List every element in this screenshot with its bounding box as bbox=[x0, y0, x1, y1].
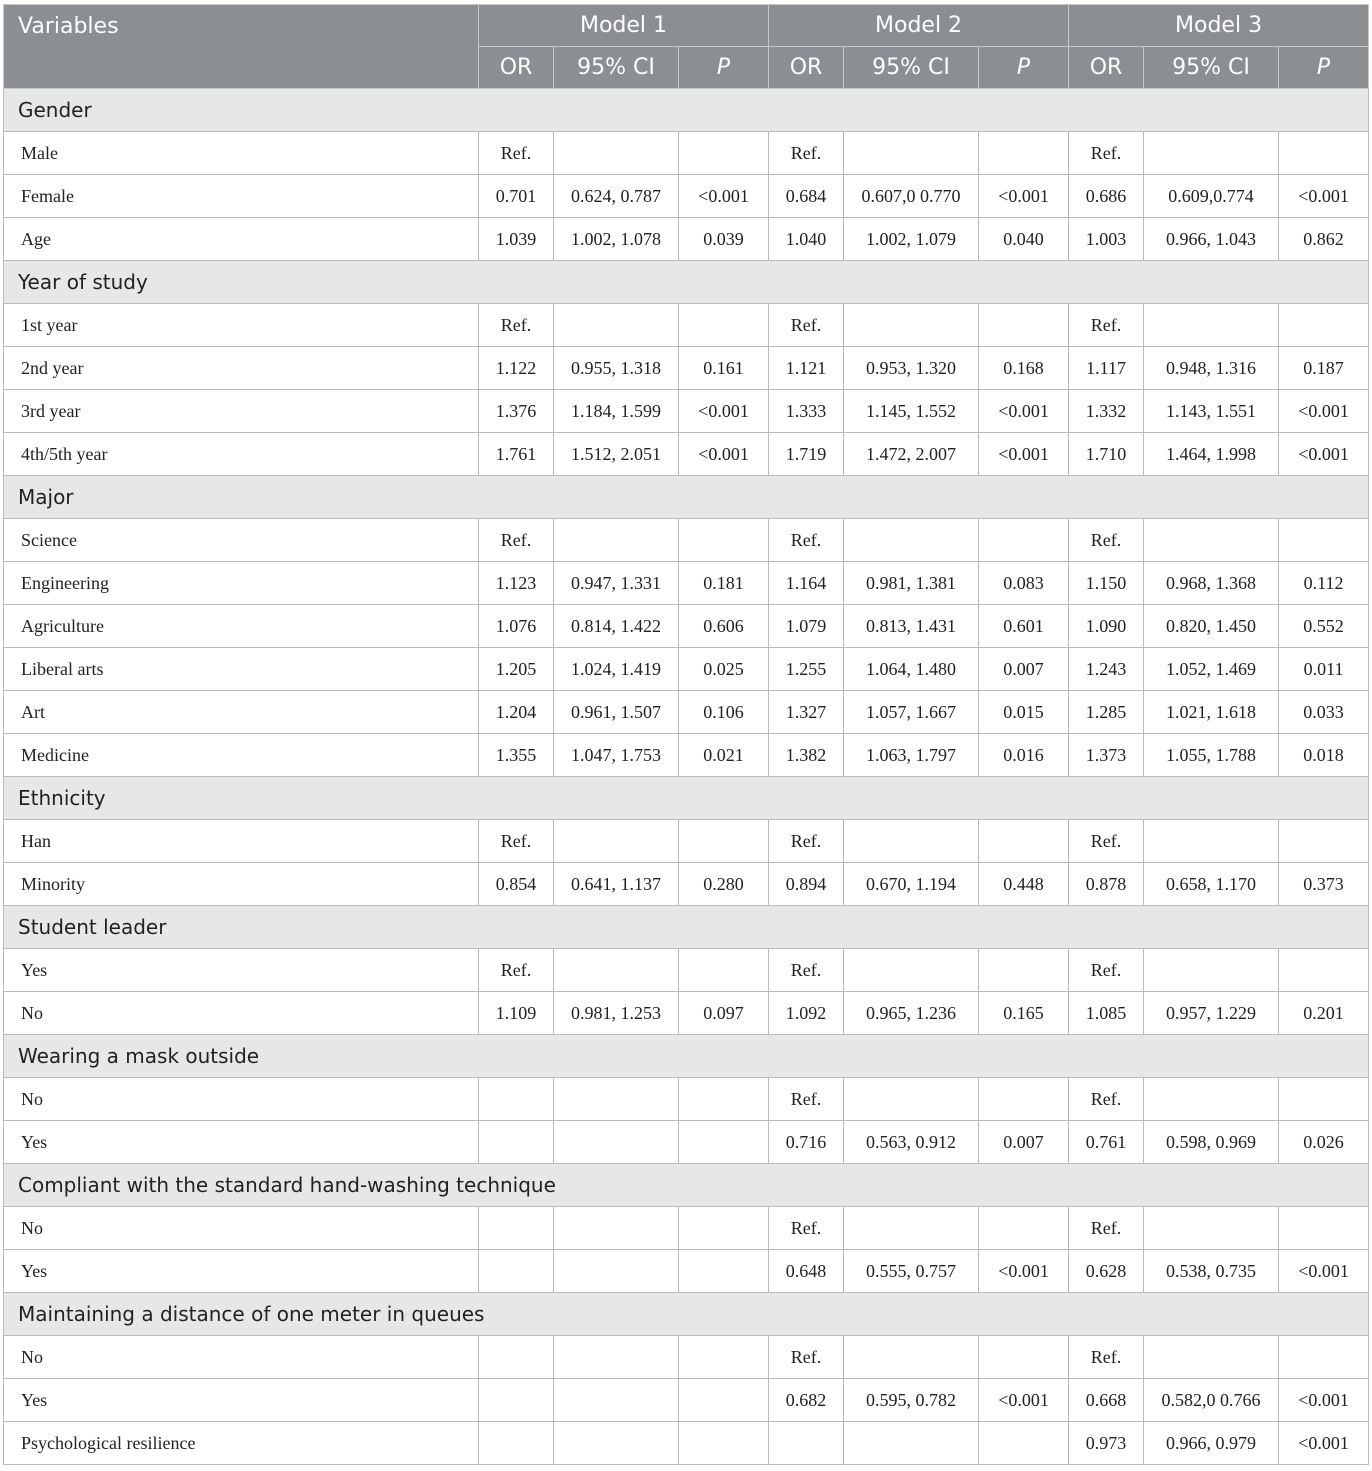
table-cell bbox=[554, 1336, 679, 1379]
table-cell: 0.966, 1.043 bbox=[1144, 218, 1279, 261]
table-cell: <0.001 bbox=[1279, 1250, 1369, 1293]
table-cell bbox=[479, 1336, 554, 1379]
table-cell: 1.472, 2.007 bbox=[844, 433, 979, 476]
row-label: No bbox=[4, 992, 479, 1035]
table-cell bbox=[679, 1379, 769, 1422]
table-cell bbox=[679, 519, 769, 562]
table-cell: Ref. bbox=[1069, 949, 1144, 992]
table-row bbox=[4, 1336, 1369, 1379]
table-cell bbox=[979, 519, 1069, 562]
p-header: P bbox=[979, 47, 1069, 89]
table-cell: 0.181 bbox=[679, 562, 769, 605]
row-label: 1st year bbox=[4, 304, 479, 347]
table-cell bbox=[979, 132, 1069, 175]
table-row bbox=[4, 132, 1369, 175]
table-cell bbox=[1279, 1078, 1369, 1121]
row-label: Psychological resilience bbox=[4, 1422, 479, 1465]
or-header: OR bbox=[1069, 47, 1144, 89]
table-cell: 1.761 bbox=[479, 433, 554, 476]
table-cell: 1.122 bbox=[479, 347, 554, 390]
section-row bbox=[4, 906, 1369, 949]
table-cell bbox=[979, 1207, 1069, 1250]
table-cell: Ref. bbox=[769, 1336, 844, 1379]
table-row bbox=[4, 390, 1369, 433]
section-row bbox=[4, 777, 1369, 820]
table-cell: <0.001 bbox=[679, 433, 769, 476]
table-cell bbox=[554, 1422, 679, 1465]
row-label: Male bbox=[4, 132, 479, 175]
row-label: Yes bbox=[4, 1250, 479, 1293]
table-cell: 0.280 bbox=[679, 863, 769, 906]
table-cell bbox=[679, 1422, 769, 1465]
table-cell bbox=[979, 820, 1069, 863]
table-cell: 1.333 bbox=[769, 390, 844, 433]
table-cell: 1.076 bbox=[479, 605, 554, 648]
table-cell: 0.040 bbox=[979, 218, 1069, 261]
table-cell bbox=[479, 1422, 554, 1465]
table-row bbox=[4, 605, 1369, 648]
table-row bbox=[4, 519, 1369, 562]
table-cell: Ref. bbox=[479, 132, 554, 175]
row-label: No bbox=[4, 1336, 479, 1379]
table-cell: 1.002, 1.078 bbox=[554, 218, 679, 261]
table-cell: 0.168 bbox=[979, 347, 1069, 390]
table-cell: 1.332 bbox=[1069, 390, 1144, 433]
table-cell bbox=[679, 820, 769, 863]
table-row bbox=[4, 1207, 1369, 1250]
table-cell: 0.686 bbox=[1069, 175, 1144, 218]
row-label: Minority bbox=[4, 863, 479, 906]
row-label: No bbox=[4, 1078, 479, 1121]
table-row bbox=[4, 433, 1369, 476]
table-cell: 1.143, 1.551 bbox=[1144, 390, 1279, 433]
table-cell: <0.001 bbox=[979, 1250, 1069, 1293]
table-cell: 0.878 bbox=[1069, 863, 1144, 906]
table-cell bbox=[679, 304, 769, 347]
model-2-header: Model 2 bbox=[769, 5, 1069, 47]
table-cell: 0.973 bbox=[1069, 1422, 1144, 1465]
table-cell: 0.039 bbox=[679, 218, 769, 261]
table-cell: 0.641, 1.137 bbox=[554, 863, 679, 906]
table-cell: 0.555, 0.757 bbox=[844, 1250, 979, 1293]
table-cell: 0.373 bbox=[1279, 863, 1369, 906]
table-cell: 1.121 bbox=[769, 347, 844, 390]
table-cell: 1.204 bbox=[479, 691, 554, 734]
table-cell: 1.376 bbox=[479, 390, 554, 433]
table-cell: 1.243 bbox=[1069, 648, 1144, 691]
table-cell bbox=[844, 1336, 979, 1379]
table-cell: <0.001 bbox=[679, 390, 769, 433]
table-cell: 0.448 bbox=[979, 863, 1069, 906]
table-cell: 0.097 bbox=[679, 992, 769, 1035]
table-cell: 0.598, 0.969 bbox=[1144, 1121, 1279, 1164]
row-label: Liberal arts bbox=[4, 648, 479, 691]
table-cell bbox=[554, 949, 679, 992]
table-cell: 1.205 bbox=[479, 648, 554, 691]
table-cell bbox=[844, 519, 979, 562]
table-cell: 1.184, 1.599 bbox=[554, 390, 679, 433]
table-cell: <0.001 bbox=[1279, 1422, 1369, 1465]
p-header: P bbox=[679, 47, 769, 89]
table-cell: 0.701 bbox=[479, 175, 554, 218]
table-cell bbox=[1279, 949, 1369, 992]
table-cell bbox=[1279, 1336, 1369, 1379]
section-row bbox=[4, 1035, 1369, 1078]
table-cell: 1.117 bbox=[1069, 347, 1144, 390]
table-cell bbox=[1279, 519, 1369, 562]
table-cell bbox=[979, 1422, 1069, 1465]
section-row bbox=[4, 476, 1369, 519]
table-cell: 0.947, 1.331 bbox=[554, 562, 679, 605]
table-cell: Ref. bbox=[769, 1078, 844, 1121]
row-label: 3rd year bbox=[4, 390, 479, 433]
table-body bbox=[4, 89, 1369, 1465]
table-cell: 1.039 bbox=[479, 218, 554, 261]
table-cell: 1.123 bbox=[479, 562, 554, 605]
table-cell: 1.145, 1.552 bbox=[844, 390, 979, 433]
table-cell: Ref. bbox=[1069, 1207, 1144, 1250]
table-cell bbox=[1144, 1078, 1279, 1121]
section-label: Gender bbox=[4, 89, 1369, 132]
table-cell: 0.670, 1.194 bbox=[844, 863, 979, 906]
section-row bbox=[4, 261, 1369, 304]
table-cell: <0.001 bbox=[1279, 175, 1369, 218]
table-cell: 0.201 bbox=[1279, 992, 1369, 1035]
table-cell: 1.285 bbox=[1069, 691, 1144, 734]
table-cell: Ref. bbox=[769, 820, 844, 863]
table-cell: 1.719 bbox=[769, 433, 844, 476]
table-cell bbox=[979, 949, 1069, 992]
table-cell bbox=[844, 949, 979, 992]
row-label: 4th/5th year bbox=[4, 433, 479, 476]
table-cell bbox=[844, 1422, 979, 1465]
table-cell bbox=[479, 1207, 554, 1250]
table-cell: 1.085 bbox=[1069, 992, 1144, 1035]
table-cell: 0.648 bbox=[769, 1250, 844, 1293]
table-cell: 0.957, 1.229 bbox=[1144, 992, 1279, 1035]
table-cell bbox=[1144, 1336, 1279, 1379]
table-cell: 1.021, 1.618 bbox=[1144, 691, 1279, 734]
row-label: Engineering bbox=[4, 562, 479, 605]
table-cell: 0.606 bbox=[679, 605, 769, 648]
or-header: OR bbox=[479, 47, 554, 89]
table-cell bbox=[679, 1336, 769, 1379]
ci-header: 95% CI bbox=[1144, 47, 1279, 89]
table-cell: 1.079 bbox=[769, 605, 844, 648]
table-cell: 0.021 bbox=[679, 734, 769, 777]
table-cell: 0.968, 1.368 bbox=[1144, 562, 1279, 605]
table-row bbox=[4, 648, 1369, 691]
table-cell: 0.668 bbox=[1069, 1379, 1144, 1422]
table-cell: 0.083 bbox=[979, 562, 1069, 605]
table-cell bbox=[679, 1250, 769, 1293]
table-cell: Ref. bbox=[479, 949, 554, 992]
ci-header: 95% CI bbox=[844, 47, 979, 89]
table-cell bbox=[554, 304, 679, 347]
table-cell bbox=[554, 519, 679, 562]
table-cell: 0.862 bbox=[1279, 218, 1369, 261]
table-cell bbox=[479, 1121, 554, 1164]
table-cell: 1.024, 1.419 bbox=[554, 648, 679, 691]
table-header bbox=[4, 5, 1369, 89]
or-header: OR bbox=[769, 47, 844, 89]
table-cell: <0.001 bbox=[1279, 390, 1369, 433]
table-cell: <0.001 bbox=[979, 1379, 1069, 1422]
row-label: Yes bbox=[4, 949, 479, 992]
table-cell bbox=[844, 304, 979, 347]
table-cell: 1.090 bbox=[1069, 605, 1144, 648]
table-cell bbox=[844, 132, 979, 175]
table-cell: 0.016 bbox=[979, 734, 1069, 777]
table-cell bbox=[479, 1250, 554, 1293]
table-cell bbox=[1144, 304, 1279, 347]
table-cell bbox=[1144, 132, 1279, 175]
table-cell: 1.055, 1.788 bbox=[1144, 734, 1279, 777]
section-label: Student leader bbox=[4, 906, 1369, 949]
table-cell: 1.710 bbox=[1069, 433, 1144, 476]
ci-header: 95% CI bbox=[554, 47, 679, 89]
table-cell: 0.607,0 0.770 bbox=[844, 175, 979, 218]
table-cell: 0.894 bbox=[769, 863, 844, 906]
table-cell: 0.682 bbox=[769, 1379, 844, 1422]
table-cell bbox=[554, 1207, 679, 1250]
table-cell: Ref. bbox=[769, 949, 844, 992]
model-1-header: Model 1 bbox=[479, 5, 769, 47]
table-cell: <0.001 bbox=[1279, 433, 1369, 476]
table-row bbox=[4, 175, 1369, 218]
table-row bbox=[4, 1121, 1369, 1164]
table-cell bbox=[554, 132, 679, 175]
row-label: Agriculture bbox=[4, 605, 479, 648]
table-cell: 0.563, 0.912 bbox=[844, 1121, 979, 1164]
table-cell: 0.961, 1.507 bbox=[554, 691, 679, 734]
table-cell: 1.150 bbox=[1069, 562, 1144, 605]
table-cell bbox=[979, 304, 1069, 347]
table-row bbox=[4, 863, 1369, 906]
section-label: Compliant with the standard hand-washing technique bbox=[4, 1164, 1369, 1207]
table-row bbox=[4, 820, 1369, 863]
table-row bbox=[4, 734, 1369, 777]
table-cell bbox=[844, 1078, 979, 1121]
table-cell: 1.255 bbox=[769, 648, 844, 691]
row-label: 2nd year bbox=[4, 347, 479, 390]
table-cell bbox=[979, 1078, 1069, 1121]
table-cell: 0.854 bbox=[479, 863, 554, 906]
odds-ratio-table bbox=[3, 4, 1369, 1465]
table-cell bbox=[844, 820, 979, 863]
table-cell bbox=[554, 1250, 679, 1293]
table-row bbox=[4, 218, 1369, 261]
table-cell: 0.628 bbox=[1069, 1250, 1144, 1293]
row-label: Age bbox=[4, 218, 479, 261]
table-cell: <0.001 bbox=[979, 390, 1069, 433]
table-cell: 1.164 bbox=[769, 562, 844, 605]
table-cell: 0.609,0.774 bbox=[1144, 175, 1279, 218]
table-cell: 0.820, 1.450 bbox=[1144, 605, 1279, 648]
table-cell bbox=[1279, 304, 1369, 347]
table-row bbox=[4, 992, 1369, 1035]
table-cell bbox=[679, 132, 769, 175]
table-cell: Ref. bbox=[1069, 1078, 1144, 1121]
table-cell: Ref. bbox=[769, 132, 844, 175]
table-cell: 0.026 bbox=[1279, 1121, 1369, 1164]
table-row bbox=[4, 1379, 1369, 1422]
table-cell: 0.007 bbox=[979, 648, 1069, 691]
table-cell bbox=[844, 1207, 979, 1250]
row-label: Yes bbox=[4, 1379, 479, 1422]
model-3-header: Model 3 bbox=[1069, 5, 1369, 47]
table-cell: <0.001 bbox=[979, 175, 1069, 218]
table-cell bbox=[679, 949, 769, 992]
table-row bbox=[4, 562, 1369, 605]
p-header: P bbox=[1279, 47, 1369, 89]
row-label: Han bbox=[4, 820, 479, 863]
table-cell bbox=[1144, 820, 1279, 863]
table-cell: 1.064, 1.480 bbox=[844, 648, 979, 691]
table-row bbox=[4, 691, 1369, 734]
table-cell: Ref. bbox=[479, 304, 554, 347]
table-cell: 0.033 bbox=[1279, 691, 1369, 734]
table-cell bbox=[554, 1121, 679, 1164]
variables-header: Variables bbox=[4, 5, 479, 89]
table-cell: <0.001 bbox=[1279, 1379, 1369, 1422]
table-cell: 0.948, 1.316 bbox=[1144, 347, 1279, 390]
table-cell bbox=[479, 1379, 554, 1422]
table-cell: 0.966, 0.979 bbox=[1144, 1422, 1279, 1465]
table-cell: 0.018 bbox=[1279, 734, 1369, 777]
table-row bbox=[4, 949, 1369, 992]
table-cell: Ref. bbox=[769, 519, 844, 562]
table-cell: 0.538, 0.735 bbox=[1144, 1250, 1279, 1293]
table-cell: 0.106 bbox=[679, 691, 769, 734]
table-cell: Ref. bbox=[479, 519, 554, 562]
table-row bbox=[4, 1250, 1369, 1293]
table-cell: 0.955, 1.318 bbox=[554, 347, 679, 390]
table-cell bbox=[1144, 949, 1279, 992]
table-cell: 0.165 bbox=[979, 992, 1069, 1035]
table-cell: 0.965, 1.236 bbox=[844, 992, 979, 1035]
row-label: No bbox=[4, 1207, 479, 1250]
table-cell: 1.355 bbox=[479, 734, 554, 777]
table-cell: 0.716 bbox=[769, 1121, 844, 1164]
table-cell: Ref. bbox=[769, 304, 844, 347]
section-label: Major bbox=[4, 476, 1369, 519]
table-cell bbox=[1279, 1207, 1369, 1250]
table-cell bbox=[1279, 132, 1369, 175]
table-cell: 1.327 bbox=[769, 691, 844, 734]
section-row bbox=[4, 1164, 1369, 1207]
table-cell: <0.001 bbox=[679, 175, 769, 218]
table-cell: 0.595, 0.782 bbox=[844, 1379, 979, 1422]
table-cell: 0.658, 1.170 bbox=[1144, 863, 1279, 906]
section-label: Wearing a mask outside bbox=[4, 1035, 1369, 1078]
row-label: Female bbox=[4, 175, 479, 218]
table-cell: 0.981, 1.253 bbox=[554, 992, 679, 1035]
table-cell bbox=[769, 1422, 844, 1465]
row-label: Science bbox=[4, 519, 479, 562]
table-cell: 1.002, 1.079 bbox=[844, 218, 979, 261]
table-cell: 0.684 bbox=[769, 175, 844, 218]
table-cell: 0.112 bbox=[1279, 562, 1369, 605]
table-cell bbox=[1144, 519, 1279, 562]
table-cell: 0.813, 1.431 bbox=[844, 605, 979, 648]
table-cell: 0.552 bbox=[1279, 605, 1369, 648]
table-cell bbox=[1279, 820, 1369, 863]
table-cell: 0.981, 1.381 bbox=[844, 562, 979, 605]
table-row bbox=[4, 1422, 1369, 1465]
section-row bbox=[4, 89, 1369, 132]
table-cell: Ref. bbox=[769, 1207, 844, 1250]
section-label: Year of study bbox=[4, 261, 1369, 304]
table-cell: 1.109 bbox=[479, 992, 554, 1035]
table-row bbox=[4, 347, 1369, 390]
table-cell bbox=[479, 1078, 554, 1121]
row-label: Yes bbox=[4, 1121, 479, 1164]
table-cell: 1.092 bbox=[769, 992, 844, 1035]
table-cell: 1.464, 1.998 bbox=[1144, 433, 1279, 476]
table-cell: 1.003 bbox=[1069, 218, 1144, 261]
table-row bbox=[4, 304, 1369, 347]
table-cell: Ref. bbox=[1069, 132, 1144, 175]
table-cell: 1.382 bbox=[769, 734, 844, 777]
section-row bbox=[4, 1293, 1369, 1336]
table-cell: Ref. bbox=[1069, 304, 1144, 347]
table-cell: Ref. bbox=[1069, 1336, 1144, 1379]
table-cell bbox=[554, 820, 679, 863]
table-cell: 0.814, 1.422 bbox=[554, 605, 679, 648]
table-cell bbox=[679, 1121, 769, 1164]
table-cell bbox=[1144, 1207, 1279, 1250]
table-cell: <0.001 bbox=[979, 433, 1069, 476]
table-cell: 1.373 bbox=[1069, 734, 1144, 777]
table-cell bbox=[979, 1336, 1069, 1379]
table-cell: 0.011 bbox=[1279, 648, 1369, 691]
table-cell: 0.161 bbox=[679, 347, 769, 390]
table-cell bbox=[554, 1379, 679, 1422]
table-cell: Ref. bbox=[479, 820, 554, 863]
table-cell: 0.624, 0.787 bbox=[554, 175, 679, 218]
table-cell: 0.601 bbox=[979, 605, 1069, 648]
table-cell: 0.015 bbox=[979, 691, 1069, 734]
table-cell: 0.953, 1.320 bbox=[844, 347, 979, 390]
table-cell bbox=[554, 1078, 679, 1121]
table-cell: 0.187 bbox=[1279, 347, 1369, 390]
table-cell: 0.025 bbox=[679, 648, 769, 691]
table-row bbox=[4, 1078, 1369, 1121]
row-label: Medicine bbox=[4, 734, 479, 777]
table-cell: 0.761 bbox=[1069, 1121, 1144, 1164]
table-cell: 1.063, 1.797 bbox=[844, 734, 979, 777]
table-cell: Ref. bbox=[1069, 519, 1144, 562]
table-cell: 0.007 bbox=[979, 1121, 1069, 1164]
table-cell: 1.057, 1.667 bbox=[844, 691, 979, 734]
table-cell: 0.582,0 0.766 bbox=[1144, 1379, 1279, 1422]
section-label: Maintaining a distance of one meter in queues bbox=[4, 1293, 1369, 1336]
row-label: Art bbox=[4, 691, 479, 734]
table-cell: 1.047, 1.753 bbox=[554, 734, 679, 777]
table-cell: 1.512, 2.051 bbox=[554, 433, 679, 476]
table-cell: 1.052, 1.469 bbox=[1144, 648, 1279, 691]
table-cell: Ref. bbox=[1069, 820, 1144, 863]
section-label: Ethnicity bbox=[4, 777, 1369, 820]
table-cell bbox=[679, 1078, 769, 1121]
table-cell bbox=[679, 1207, 769, 1250]
table-cell: 1.040 bbox=[769, 218, 844, 261]
